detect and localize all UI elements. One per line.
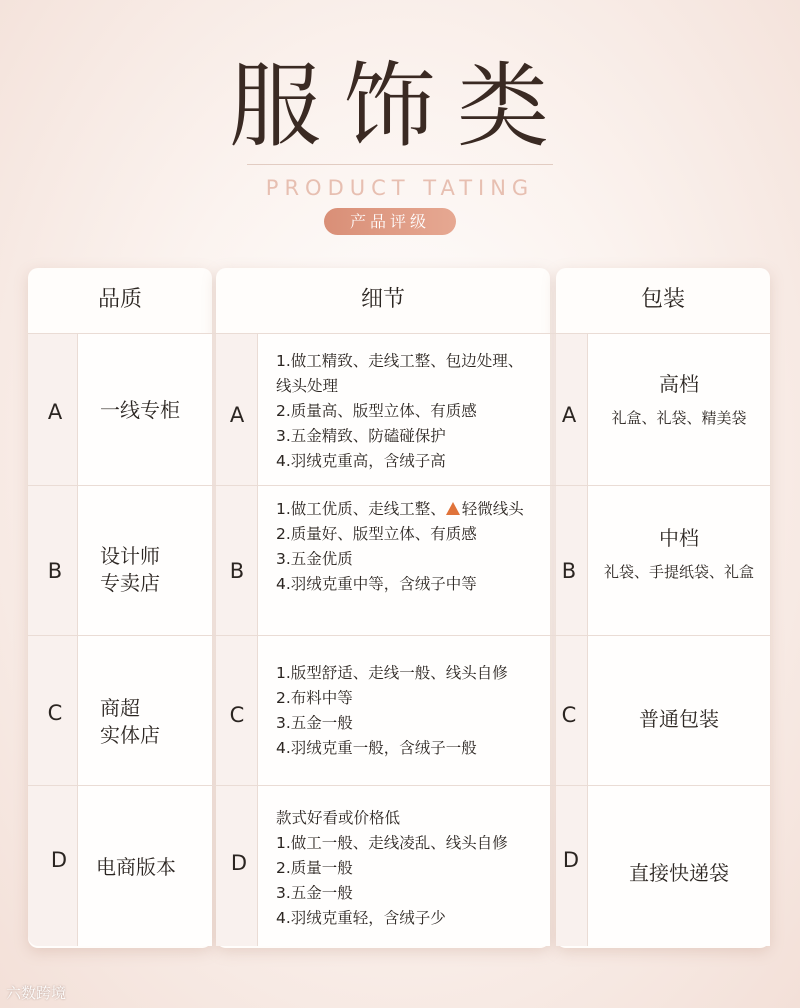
quality-tier [100,543,160,597]
quality-grade: C [47,701,63,725]
detail-list [276,661,546,761]
packaging-grade: B [561,559,577,583]
packaging-title: 直接快递袋 [629,861,729,885]
detail-line: 款式好看或价格低 [276,809,401,827]
packaging-title: 高档 [659,372,699,396]
detail-line-text: 1.做工优质、走线工整、 [276,500,446,518]
detail-line: 1.版型舒适、走线一般、线头自修 [276,664,508,682]
title-divider [247,164,553,165]
packaging-grade: A [561,403,577,427]
watermark-logo: 六数跨境 [6,984,67,1002]
packaging-items: 礼盒、礼袋、精美袋 [611,409,747,427]
quality-tier [100,397,180,424]
tier-line: 专卖店 [100,571,160,595]
detail-line: 3.五金优质 [276,550,353,568]
header-packaging: 包装 [640,287,685,312]
tier-line: 实体店 [100,723,160,747]
detail-grade: C [229,703,245,727]
row-divider [28,785,770,786]
detail-line: 1.做工一般、走线凌乱、线头自修 [276,834,508,852]
warning-icon [446,502,460,515]
detail-line: 线头处理 [276,377,339,395]
detail-line: 3.五金一般 [276,884,353,902]
detail-line: 4.羽绒克重中等，含绒子中等 [276,575,477,593]
page-title: 服饰类 [228,53,571,160]
detail-line: 4.羽绒克重一般，含绒子一般 [276,739,477,757]
detail-warning-text: 轻微线头 [461,500,524,518]
detail-grade: D [230,851,248,875]
col-divider [257,334,258,946]
detail-list [276,497,546,597]
detail-line: 4.羽绒克重轻，含绒子少 [276,909,446,927]
header-divider [28,333,770,334]
detail-grade: A [229,403,245,427]
detail-list [276,806,546,931]
tier-line: 商超 [100,696,140,720]
col-divider [77,334,78,946]
rating-badge: 产品评级 [324,208,456,235]
quality-grade: D [50,848,68,872]
detail-line: 2.质量一般 [276,859,353,877]
header-detail: 细节 [360,287,405,312]
detail-line [276,497,546,522]
tier-line: 设计师 [100,544,160,568]
detail-line: 1.做工精致、走线工整、包边处理、 [276,352,524,370]
quality-tier [100,695,160,749]
detail-grade: B [229,559,245,583]
page-subtitle: PRODUCT TATING [265,176,535,200]
detail-line: 2.质量好、版型立体、有质感 [276,525,477,543]
detail-line: 4.羽绒克重高，含绒子高 [276,452,446,470]
detail-line: 3.五金一般 [276,714,353,732]
detail-list [276,349,546,474]
packaging-grade: D [562,848,580,872]
packaging-title: 中档 [659,526,699,550]
tier-line: 一线专柜 [100,398,180,422]
packaging-title: 普通包装 [639,707,719,731]
quality-tier [96,854,176,881]
row-divider [28,635,770,636]
tier-line: 电商版本 [96,855,176,879]
quality-grade: A [47,400,63,424]
detail-line: 2.布料中等 [276,689,353,707]
packaging-grade: C [561,703,577,727]
row-divider [28,485,770,486]
packaging-items: 礼袋、手提纸袋、礼盒 [603,563,754,581]
detail-line: 2.质量高、版型立体、有质感 [276,402,477,420]
detail-line: 3.五金精致、防磕碰保护 [276,427,446,445]
header-quality: 品质 [97,287,142,312]
quality-grade: B [47,559,63,583]
